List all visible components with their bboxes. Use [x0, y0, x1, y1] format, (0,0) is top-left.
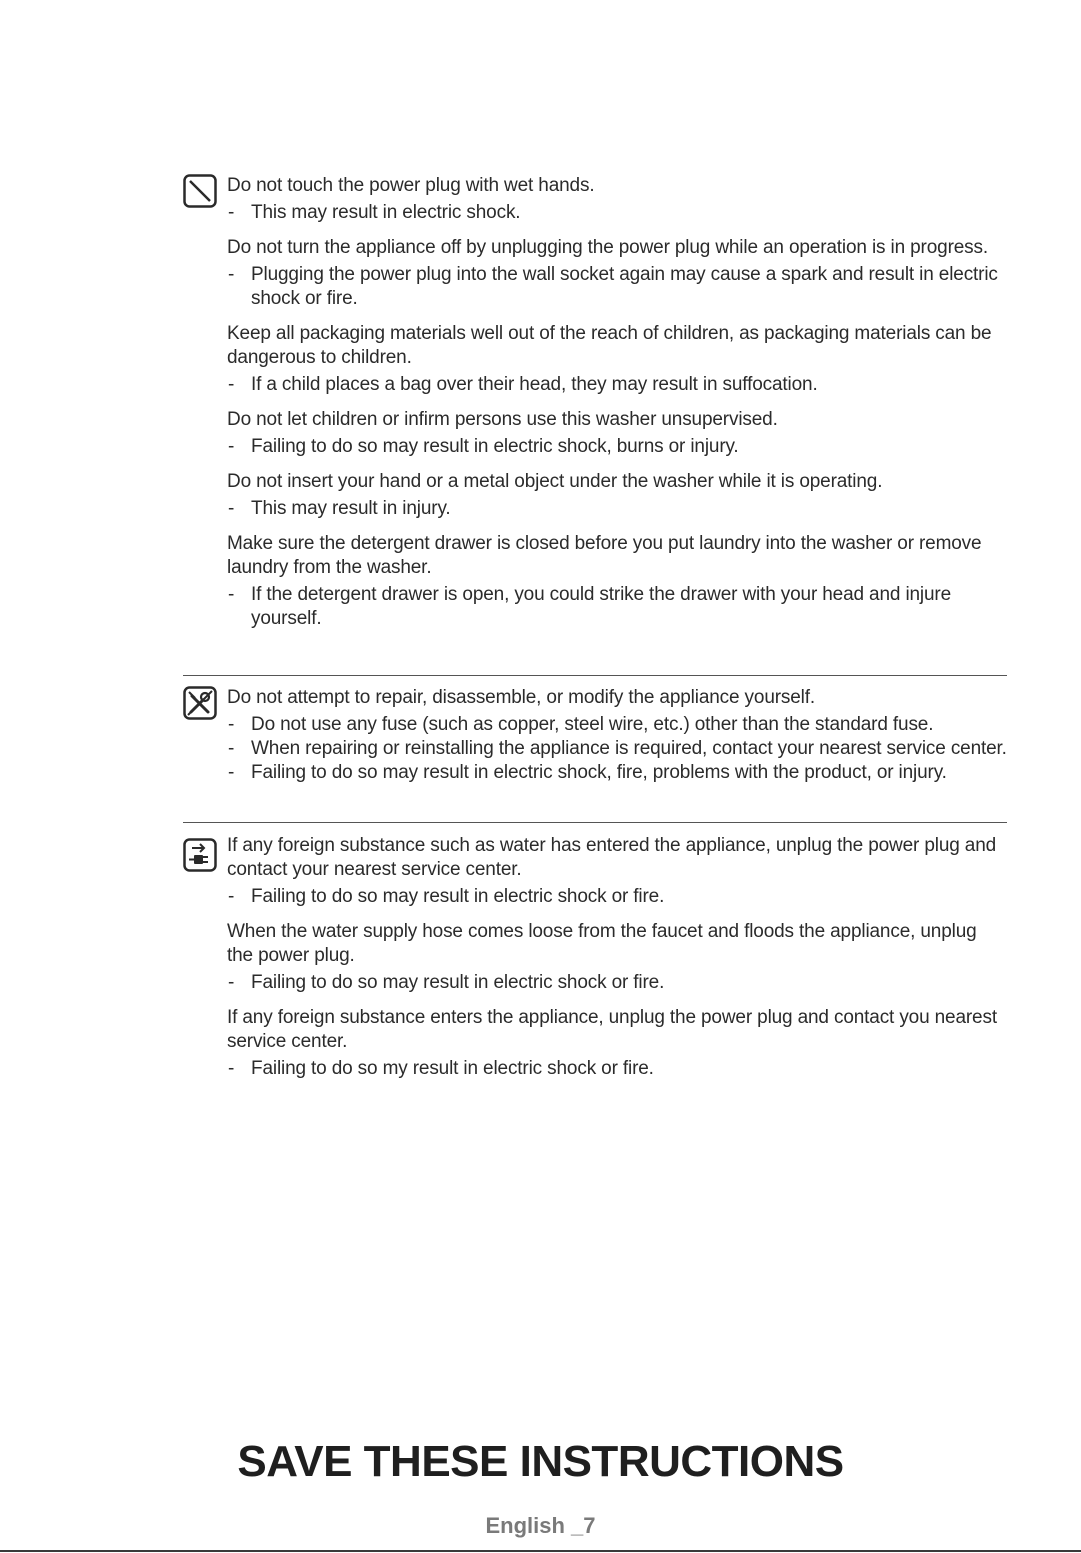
save-instructions-title: SAVE THESE INSTRUCTIONS — [237, 1437, 844, 1486]
page-number: English _7 — [485, 1513, 596, 1538]
section-3-content — [227, 834, 1007, 1081]
warning-text: Do not turn the appliance off by unplugging the power plug while an operation is in progress. — [227, 237, 988, 258]
warning-section-2 — [183, 686, 1007, 796]
section-divider — [183, 822, 1007, 823]
warning-text: If any foreign substance such as water has entered the appliance, unplug the power plug and contact your nearest service center. — [227, 835, 997, 880]
warning-text: Do not touch the power plug with wet hands. — [227, 175, 595, 196]
prohibited-icon — [183, 174, 217, 208]
warning-bullet: - If the detergent drawer is open, you could strike the drawer with your head and injure yourself. — [227, 583, 1007, 631]
warning-text: Do not let children or infirm persons use this washer unsupervised. — [227, 409, 778, 430]
warning-item — [227, 322, 1007, 397]
warning-item — [227, 236, 1007, 311]
warning-item — [227, 686, 1007, 785]
warning-item — [227, 1006, 1007, 1081]
warning-bullet: - This may result in electric shock. — [227, 201, 1007, 225]
warning-text: When the water supply hose comes loose from the faucet and floods the appliance, unplug the power plug. — [227, 921, 977, 966]
warning-item — [227, 470, 1007, 521]
warning-section-1 — [183, 174, 1007, 642]
warning-item — [227, 920, 1007, 995]
section-1-content — [227, 174, 1007, 631]
warning-bullet: - Failing to do so may result in electric shock or fire. — [227, 971, 1007, 995]
warning-text: Keep all packaging materials well out of the reach of children, as packaging materials can be dangerous to children. — [227, 323, 992, 368]
no-disassembly-icon — [183, 686, 217, 720]
warning-item — [227, 532, 1007, 631]
warning-bullet: - Do not use any fuse (such as copper, steel wire, etc.) other than the standard fuse. — [227, 713, 1007, 737]
warning-bullet: - If a child places a bag over their head, they may result in suffocation. — [227, 373, 1007, 397]
warning-text: Do not insert your hand or a metal object under the washer while it is operating. — [227, 471, 883, 492]
warning-text: Make sure the detergent drawer is closed before you put laundry into the washer or remove laundry from the washer. — [227, 533, 982, 578]
unplug-icon — [183, 838, 217, 872]
warning-bullet: - This may result in injury. — [227, 497, 1007, 521]
warning-text: Do not attempt to repair, disassemble, or modify the appliance yourself. — [227, 687, 816, 708]
warning-item — [227, 408, 1007, 459]
warning-bullet: - Failing to do so may result in electric shock or fire. — [227, 885, 1007, 909]
warning-bullet: - Plugging the power plug into the wall socket again may cause a spark and result in electric shock or fire. — [227, 263, 1007, 311]
warning-section-3 — [183, 834, 1007, 1092]
section-divider — [183, 675, 1007, 676]
warning-bullet: - Failing to do so may result in electric shock, fire, problems with the product, or injury. — [227, 761, 1007, 785]
warning-item — [227, 174, 1007, 225]
warning-bullet: - Failing to do so my result in electric shock or fire. — [227, 1057, 1007, 1081]
warning-bullet: - Failing to do so may result in electric shock, burns or injury. — [227, 435, 1007, 459]
warning-bullet: - When repairing or reinstalling the appliance is required, contact your nearest service center. — [227, 737, 1007, 761]
warning-item — [227, 834, 1007, 909]
bottom-rule — [0, 1550, 1081, 1552]
warning-text: If any foreign substance enters the appliance, unplug the power plug and contact you nearest service center. — [227, 1007, 997, 1052]
section-2-content — [227, 686, 1007, 785]
